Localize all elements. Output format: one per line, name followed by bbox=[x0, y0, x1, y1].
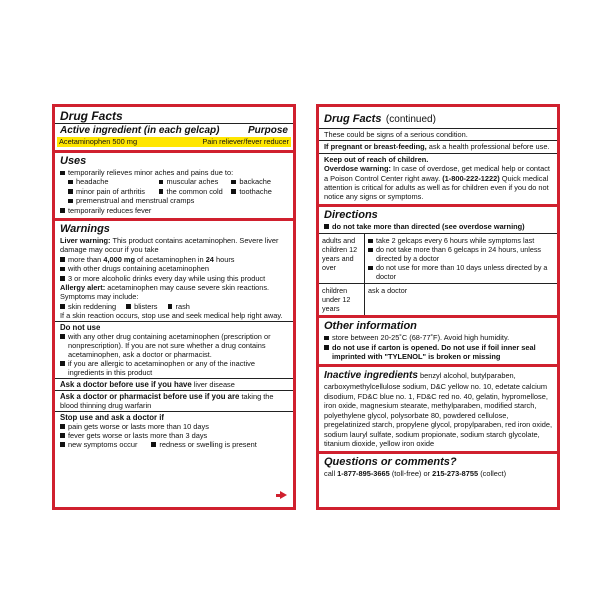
uses-title: Uses bbox=[60, 155, 87, 167]
symptom-item: rash bbox=[168, 302, 190, 311]
ask-doctor-block bbox=[55, 379, 293, 391]
allergy-alert bbox=[60, 283, 288, 302]
drug-facts-panel-right bbox=[316, 104, 560, 510]
ask-pharmacist-block bbox=[55, 391, 293, 412]
liver-warning-label: Liver warning: bbox=[60, 236, 111, 246]
uses-line-2: temporarily reduces fever bbox=[60, 206, 288, 215]
uses-line-1: temporarily relieves minor aches and pains due to: bbox=[60, 168, 288, 177]
uses-section bbox=[55, 153, 293, 221]
continued-section bbox=[319, 107, 557, 207]
directions-line: do not take more than directed (see overdose warning) bbox=[324, 222, 552, 231]
liver-warning-text: This product contains acetaminophen. Severe liver damage may occur if you take bbox=[60, 236, 279, 255]
inactive-text: benzyl alcohol, butylparaben, carboxymethylcellulose sodium, D&C yellow no. 10, edetate calcium disodium, FD&C blue no. 1, FD&C red no. 40, gelatin, hypromellose, iron oxide, magnesium stearate, methylparaben, modified starch, polyethylene glycol, polysorbate 80, powdered cellulose, pregelatinized starch, propylene glycol, propylparaben, red iron oxide, sodium lauryl sulfate, sodium propionate, sodium starch glycolate, titanium dioxide, yellow iron oxide bbox=[324, 371, 553, 448]
do-not-use-b1: with any other drug containing acetaminophen (prescription or nonprescription). If you are not sure whether a drug contains acetaminophen, ask a doctor or pharmacist. bbox=[60, 332, 288, 359]
do-not-use-block bbox=[55, 321, 293, 379]
ask-pharmacist-text: taking the blood thinning drug warfarin bbox=[60, 391, 274, 410]
directions-row1-label: adults and children 12 years and over bbox=[319, 234, 365, 284]
drug-facts-panel-left bbox=[52, 104, 296, 510]
inactive-ingredients-section bbox=[319, 367, 557, 454]
continued-label: (continued) bbox=[385, 114, 436, 125]
directions-table bbox=[319, 233, 557, 315]
other-b1: store between 20-25˚C (68-77˚F). Avoid high humidity. bbox=[324, 333, 552, 342]
liver-b1-mid: of acetaminophen in bbox=[137, 254, 204, 264]
panel-title-right: Drug Facts bbox=[324, 113, 382, 125]
active-ingredient-purpose: Pain reliever/fever reducer bbox=[202, 137, 289, 146]
other-info-section bbox=[319, 318, 557, 367]
poison-control-phone: (1-800-222-1222) bbox=[442, 173, 500, 183]
overdose-text-2: Quick medical attention is critical for adults as well as for children even if you do not notice any signs or symptoms. bbox=[324, 173, 549, 202]
symptom-item: blisters bbox=[126, 302, 157, 311]
liver-b1-pre: more than bbox=[68, 254, 102, 264]
liver-bullet-2: with other drugs containing acetaminophen bbox=[60, 264, 288, 273]
do-not-use-title: Do not use bbox=[60, 322, 101, 332]
stop-b2: fever gets worse or lasts more than 3 days bbox=[60, 431, 288, 440]
stop-use-block bbox=[55, 412, 293, 450]
phone1-note: (toll-free) or bbox=[391, 469, 431, 479]
purpose-header: Purpose bbox=[247, 125, 288, 136]
use-item: minor pain of arthritis bbox=[68, 187, 157, 196]
allergy-after: If a skin reaction occurs, stop use and seek medical help right away. bbox=[60, 311, 283, 321]
active-ingredient-section bbox=[55, 107, 293, 153]
ask-pharmacist-bold: Ask a doctor or pharmacist before use if you are bbox=[60, 391, 240, 401]
use-item: toothache bbox=[231, 187, 288, 196]
stop-b1: pain gets worse or lasts more than 10 days bbox=[60, 422, 288, 431]
call-label: call bbox=[324, 469, 336, 479]
liver-b1-bold2: 24 bbox=[205, 254, 214, 264]
directions-row2-content: ask a doctor bbox=[368, 286, 408, 296]
phone2-note: (collect) bbox=[480, 469, 507, 479]
use-item-cramps: premenstrual and menstrual cramps bbox=[68, 196, 288, 205]
panel-title: Drug Facts bbox=[60, 109, 123, 123]
warnings-section bbox=[55, 221, 293, 321]
pregnancy-bold: If pregnant or breast-feeding, bbox=[324, 142, 427, 152]
warnings-title: Warnings bbox=[60, 223, 110, 236]
use-item: the common cold bbox=[159, 187, 230, 196]
keep-out-of-reach: Keep out of reach of children. bbox=[324, 154, 429, 164]
pregnancy-text: ask a health professional before use. bbox=[428, 142, 550, 152]
directions-row2-label: children under 12 years bbox=[319, 284, 365, 315]
direction-item: do not use for more than 10 days unless directed by a doctor bbox=[368, 263, 554, 281]
direction-item: do not take more than 6 gelcaps in 24 hours, unless directed by a doctor bbox=[368, 245, 554, 263]
pregnancy-warning bbox=[319, 141, 557, 153]
ask-doctor-text: liver disease bbox=[193, 379, 235, 389]
directions-title: Directions bbox=[324, 208, 378, 221]
stop-b34 bbox=[60, 440, 288, 449]
allergy-text: acetaminophen may cause severe skin reactions. Symptoms may include: bbox=[60, 283, 270, 302]
stop-b3: new symptoms occur bbox=[60, 440, 137, 449]
phone-collect: 215-273-8755 bbox=[432, 469, 479, 479]
arrow-right-icon bbox=[280, 491, 287, 499]
stop-b4: redness or swelling is present bbox=[151, 440, 256, 449]
use-item: headache bbox=[68, 177, 157, 186]
active-ingredient-name: Acetaminophen 500 mg bbox=[59, 137, 138, 146]
overdose-text-1: In case of overdose, get medical help or contact a Poison Control Center right away. bbox=[324, 164, 550, 183]
stop-use-title: Stop use and ask a doctor if bbox=[60, 412, 164, 422]
use-item: backache bbox=[231, 177, 288, 186]
use-item: muscular aches bbox=[159, 177, 230, 186]
liver-bullet-3: 3 or more alcoholic drinks every day while using this product bbox=[60, 274, 288, 283]
directions-row1-content bbox=[365, 234, 557, 284]
liver-bullet-1 bbox=[60, 255, 288, 264]
active-ingredient-header: Active ingredient (in each gelcap) bbox=[60, 125, 220, 136]
liver-warning bbox=[60, 236, 288, 255]
continued-title-row bbox=[319, 109, 557, 129]
liver-b1-bold: 4,000 mg bbox=[103, 254, 135, 264]
allergy-symptoms bbox=[60, 302, 288, 311]
inactive-title: Inactive ingredients bbox=[324, 370, 418, 382]
questions-line bbox=[324, 469, 552, 478]
ask-doctor-bold: Ask a doctor before use if you have bbox=[60, 379, 192, 389]
questions-section bbox=[319, 454, 557, 481]
overdose-bold: Overdose warning: bbox=[324, 164, 391, 174]
serious-condition: These could be signs of a serious condition. bbox=[319, 129, 557, 141]
symptom-item: skin reddening bbox=[60, 302, 116, 311]
active-ingredient-row bbox=[57, 137, 291, 147]
do-not-use-b2: if you are allergic to acetaminophen or any of the inactive ingredients in this product bbox=[60, 359, 288, 377]
active-header-row bbox=[55, 123, 293, 137]
inactive-ingredients bbox=[324, 369, 552, 448]
directions-section bbox=[319, 207, 557, 318]
other-b2: do not use if carton is opened. Do not use if foil inner seal imprinted with "TYLENOL" is broken or missing bbox=[324, 343, 552, 362]
uses-grid bbox=[60, 177, 288, 196]
liver-b1-post: hours bbox=[215, 254, 235, 264]
allergy-label: Allergy alert: bbox=[60, 283, 106, 293]
other-info-title: Other information bbox=[324, 320, 417, 333]
questions-title: Questions or comments? bbox=[324, 456, 457, 469]
phone-toll-free: 1-877-895-3665 bbox=[337, 469, 390, 479]
direction-item: take 2 gelcaps every 6 hours while symptoms last bbox=[368, 236, 554, 245]
overdose-warning bbox=[324, 164, 552, 202]
